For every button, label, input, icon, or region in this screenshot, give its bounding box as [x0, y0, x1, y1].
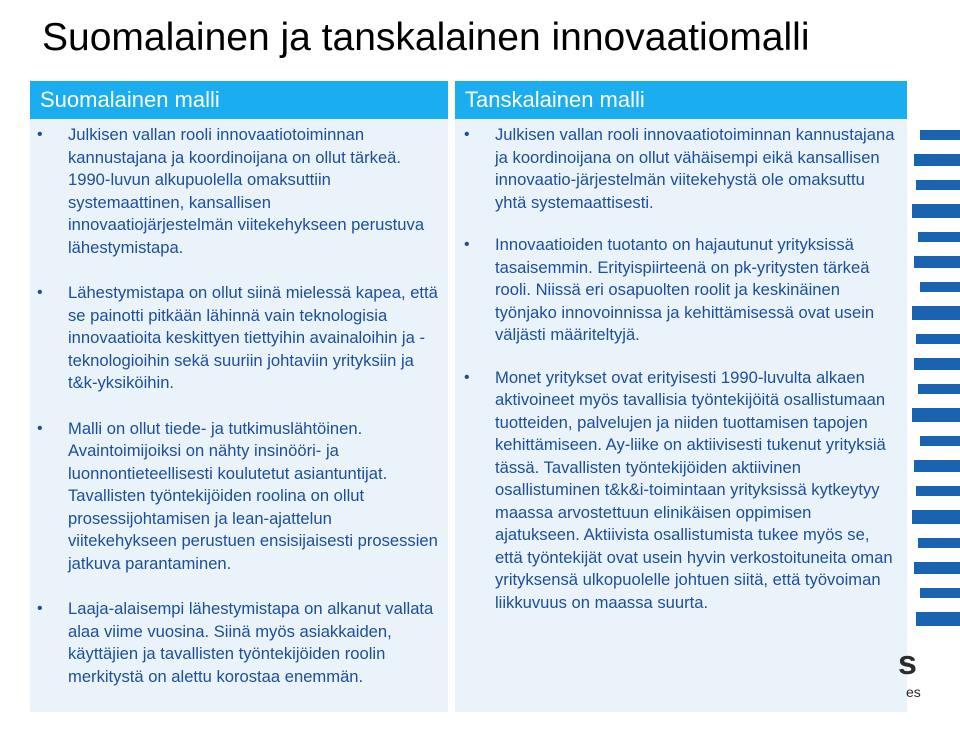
bullet-item: • Julkisen vallan rooli innovaatiotoiminnan kannustajana ja koordinoijana on ollut tärkeä. 1990-luvun alkupuolella omaksuttiin systemaattinen, kansallisen innovaatiojärjestelmän viitekehykseen perustuva lähestymistapa.: [37, 125, 425, 257]
stripe-bar: [916, 612, 960, 626]
stripe-bar: [912, 204, 960, 218]
bullet-item: • Malli on ollut tiede- ja tutkimuslähtöinen. Avaintoimijoiksi on nähty insinööri- ja luonnontieteellisesti koulutetut asiantuntijat. Tavallisten työntekijöiden roolina on ollut prosessijohtamisen ja lean-ajattelun viitekehykseen perustuen ensisijaisesti prosessien jatkuva parantaminen.: [37, 418, 438, 573]
stripe-bar: [914, 358, 960, 370]
slide-title: Suomalainen ja tanskalainen innovaatiomalli: [42, 16, 810, 59]
bullet-icon: •: [37, 419, 43, 437]
danish-model-bullets: [455, 119, 907, 614]
finnish-model-panel: [30, 81, 448, 712]
stripe-bar: [916, 486, 960, 496]
bullet-icon: •: [464, 236, 470, 253]
stripe-bar: [918, 384, 960, 394]
bullet-icon: •: [37, 600, 43, 617]
stripe-bar: [920, 130, 960, 140]
stripe-bar: [920, 282, 960, 292]
bullet-item: • Lähestymistapa on ollut siinä mielessä kapea, että se painotti pitkään lähinnä vain teknologisia innovaatioita keskittyen tiettyihin avainaloihin ja -teknologioihin sekä suuriin johtaviin yrityksiin ja t&k-yksiköihin.: [37, 283, 438, 392]
danish-model-header: Tanskalainen malli: [455, 81, 907, 119]
bullet-item: • Innovaatioiden tuotanto on hajautunut yrityksissä tasaisemmin. Erityispiirteenä on pk-yritysten tärkeä rooli. Niissä eri osapuolten roolit ja keskinäinen työnjako innovoinnissa ja kehittämisessä ovat usein väljästi määriteltyjä.: [464, 235, 875, 344]
finnish-model-header: Suomalainen malli: [30, 81, 448, 119]
stripe-bar: [912, 510, 960, 524]
bullet-item: • Julkisen vallan rooli innovaatiotoiminnan kannustajana ja koordinoijana on ollut vähäisempi eikä kansallisen innovaatio-järjestelmän viitekehystä ole omaksuttu yhtä systemaattisesti.: [464, 125, 895, 212]
bullet-icon: •: [464, 126, 470, 143]
bullet-icon: •: [464, 368, 470, 386]
logo-fragment: s: [898, 644, 917, 682]
stripe-bar: [912, 408, 960, 422]
stripe-bar: [914, 460, 960, 472]
logo-subtext-fragment: es: [906, 684, 921, 700]
stripe-bar: [918, 232, 960, 242]
stripe-bar: [914, 154, 960, 166]
stripe-bar: [920, 436, 960, 446]
decorative-stripe-graphic: [910, 120, 960, 730]
stripe-bar: [916, 180, 960, 190]
stripe-bar: [914, 562, 960, 574]
stripe-bar: [918, 538, 960, 548]
bullet-icon: •: [37, 284, 43, 301]
danish-model-panel: [455, 81, 907, 712]
stripe-bar: [914, 256, 960, 268]
stripe-bar: [916, 334, 960, 344]
stripe-bar: [920, 588, 960, 598]
bullet-item: • Laaja-alaisempi lähestymistapa on alkanut vallata alaa viime vuosina. Siinä myös asiakkaiden, käyttäjien ja tavallisten työntekijöiden roolin merkitystä on alettu korostaa enemmän.: [37, 599, 434, 686]
finnish-model-bullets: [30, 119, 448, 688]
bullet-icon: •: [37, 126, 43, 143]
stripe-bar: [912, 306, 960, 320]
bullet-item: • Monet yritykset ovat erityisesti 1990-luvulta alkaen aktivoineet myös tavallisia työntekijöitä osallistumaan tuotteiden, palvelujen ja niiden tuottamisen tapojen kehittämiseen. Ay-liike on aktiivisesti tukenut yrityksiä tässä. Tavallisten työntekijöiden aktiivinen osallistuminen t&k&i-toimintaan yrityksissä kytkeytyy maassa arvostettuun elinikäisen oppimisen ajatukseen. Aktiivista osallistumista tukee myös se, että työntekijät ovat usein hyvin verkostoituneita oman yrityksensä ulkopuolelle johtuen siitä, että työvoiman liikkuvuus on maassa suurta.: [464, 367, 893, 612]
